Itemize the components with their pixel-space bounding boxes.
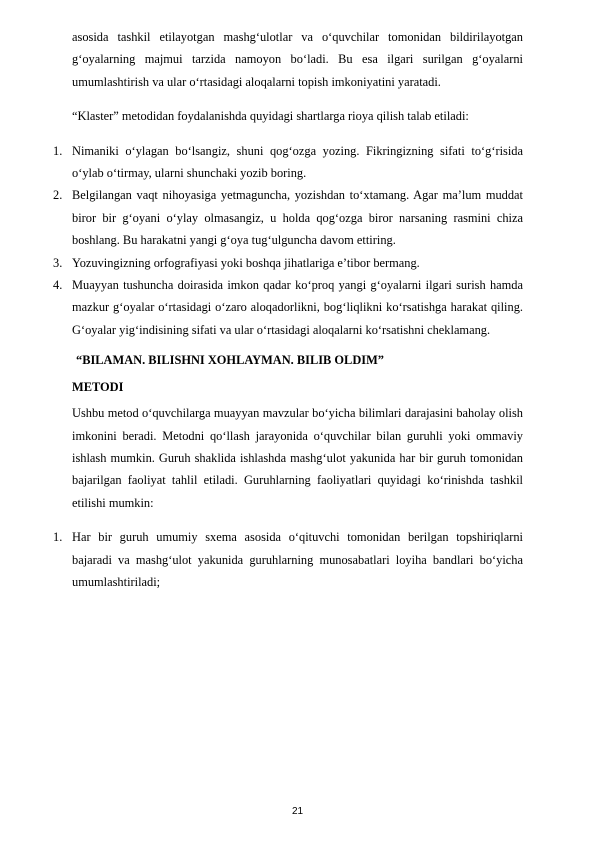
intro-paragraph: asosida tashkil etilayotgan mashg‘ulotlar va o‘quvchilar tomonidan bildirilayotgan g‘oyalarning majmui tarzida namoyon bo‘ladi. Bu esa ilgari surilgan g‘oyalarni umumlashtirish va ular o‘rtasidagi aloqalarni topish imkoniyatini yaratadi. (72, 30, 523, 89)
document-page (53, 26, 523, 593)
method-heading: “BILAMAN. BILISHNI XOHLAYMAN. BILIB OLDIM” (76, 353, 384, 368)
method-paragraph: Ushbu metod o‘quvchilarga muayyan mavzular bo‘yicha bilimlari darajasini baholay olish imkonini beradi. Metodni qo‘llash jarayonida o‘quvchilar bilan guruhli yoki ommaviy ishlash mumkin. Guruh shaklida ishlashda mashg‘ulot yakunida har bir guruh tomonidan bajarilgan faoliyat tahlil etiladi. Guruhlarning faoliyatlari quyidagi ko‘rinishda tashkil etilishi mumkin: (72, 406, 523, 510)
list-item-text: Yozuvingizning orfografiyasi yoki boshqa jihatlariga e’tibor bermang. (72, 255, 420, 270)
list-item-text: Nimaniki o‘ylagan bo‘lsangiz, shuni qog‘ozga yozing. Fikringizning sifati to‘g‘risida o‘ylab o‘tirmay, ularni shunchaki yozib boring. (72, 143, 523, 181)
list-item (53, 252, 523, 274)
group-steps-list (53, 526, 523, 593)
list-item-text: Belgilangan vaqt nihoyasiga yetmaguncha, yozishdan to‘xtamang. Agar ma’lum muddat biror bir g‘oyani o‘ylay olmasangiz, u holda qog‘ozga biror narsaning rasmini chiza boshlang. Bu harakatni yangi g‘oya tug‘ulguncha davom ettiring. (72, 188, 523, 248)
list-item (53, 274, 523, 341)
list-item-text: Har bir guruh umumiy sxema asosida o‘qituvchi tomonidan berilgan topshiriqlarni bajaradi va mashg‘ulot yakunida guruhlarning munosabatlari loyiha bandlari bo‘yicha umumlashtiriladi; (72, 530, 523, 589)
method-subheading: METODI (72, 379, 124, 394)
list-item-text: Muayyan tushuncha doirasida imkon qadar ko‘proq yangi g‘oyalarni ilgari surish hamda mazkur g‘oyalar o‘rtasidagi o‘zaro aloqadorlikni, bog‘liqlikni ko‘rsatishga harakat qiling. G‘oyalar yig‘indisining sifati va ular o‘rtasidagi aloqalarni ko‘rsatishni cheklamang. (72, 278, 523, 337)
klaster-intro: “Klaster” metodidan foydalanishda quyidagi shartlarga rioya qilish talab etiladi: (72, 109, 469, 124)
list-number: 3. (53, 255, 63, 270)
rules-list (53, 140, 523, 342)
list-item (53, 184, 523, 251)
list-item (53, 140, 523, 185)
page-number: 21 (291, 806, 304, 817)
list-number: 2. (53, 188, 63, 203)
list-number: 1. (53, 530, 63, 545)
list-item (53, 526, 523, 593)
list-number: 4. (53, 278, 63, 293)
list-number: 1. (53, 143, 63, 158)
